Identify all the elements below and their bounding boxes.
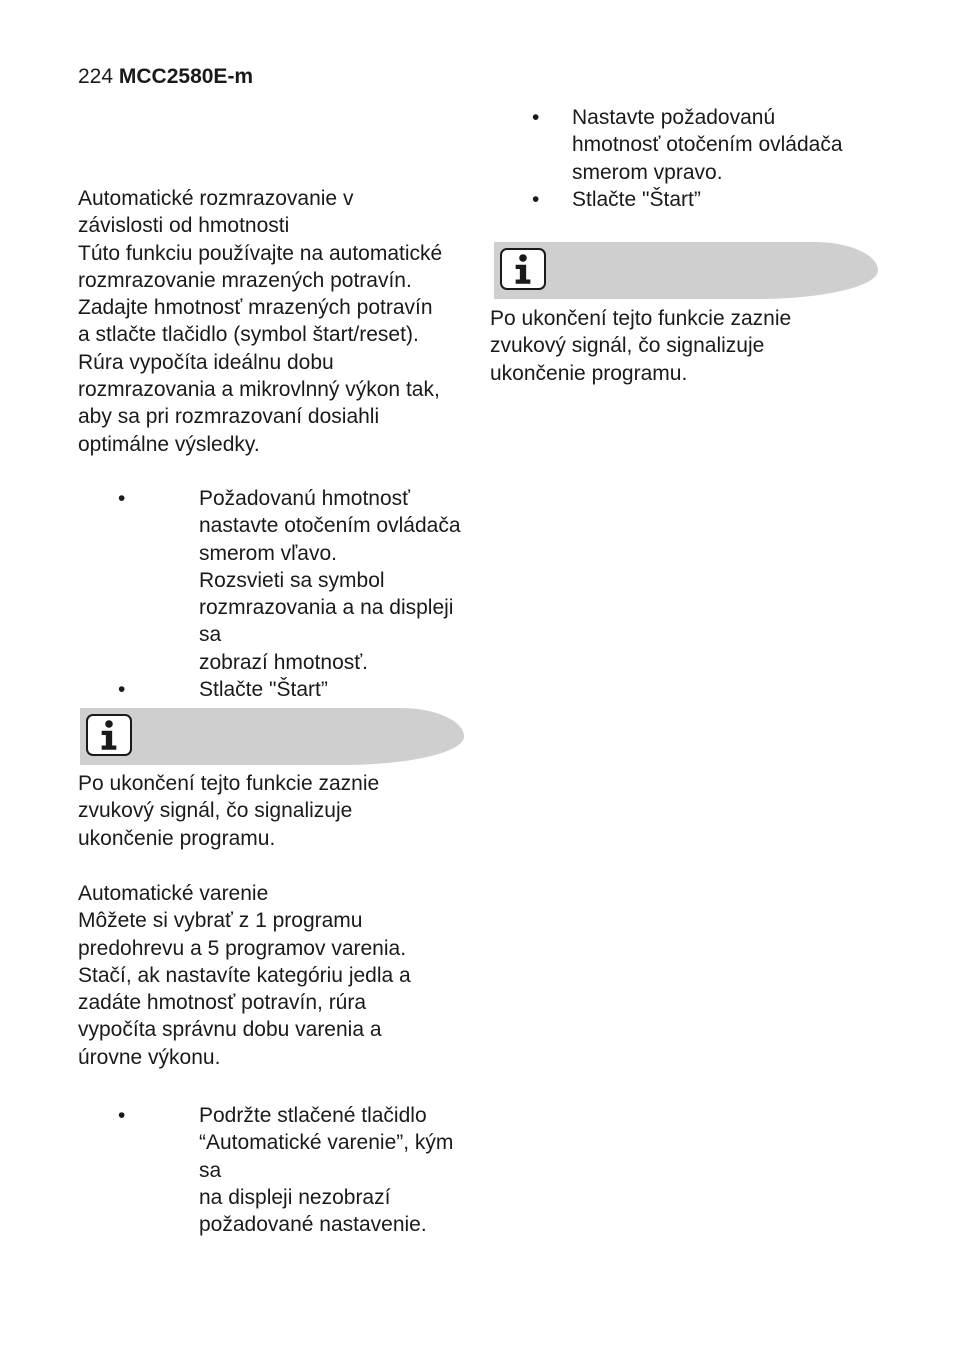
note-line: ukončenie programu. xyxy=(78,826,276,850)
list-item-line: smerom vpravo. xyxy=(572,160,723,184)
bullet-icon: • xyxy=(532,187,540,211)
list-item-line: zobrazí hmotnosť. xyxy=(199,650,368,674)
body-line: Stačí, ak nastavíte kategóriu jedla a xyxy=(78,963,411,987)
list-item-line: “Automatické varenie”, kým sa xyxy=(199,1131,454,1182)
body-line: Túto funkciu používajte na automatické xyxy=(78,241,443,265)
bullet-icon: • xyxy=(118,678,126,702)
section-auto-cooking xyxy=(78,880,478,1071)
info-note-bar xyxy=(80,708,464,765)
section-heading-line: závislosti od hmotnosti xyxy=(78,214,290,238)
list-item xyxy=(532,104,912,186)
info-note-text xyxy=(78,770,478,852)
list-item-line: Nastavte požadovanú xyxy=(572,106,776,129)
note-line: ukončenie programu. xyxy=(490,361,688,385)
list-item xyxy=(118,1102,478,1238)
body-line: Rúra vypočíta ideálnu dobu xyxy=(78,350,334,374)
list-item xyxy=(118,485,478,676)
info-icon xyxy=(500,248,546,290)
info-note-bar xyxy=(494,242,878,299)
bullet-icon: • xyxy=(118,487,126,510)
section-auto-defrost xyxy=(78,185,478,458)
page-header xyxy=(78,64,253,90)
list-item-line: Podržte stlačené tlačidlo xyxy=(199,1104,427,1127)
list-item-line: Požadovanú hmotnosť xyxy=(199,487,411,510)
list-item-line: Rozsvieti sa symbol xyxy=(199,568,385,592)
body-line: Zadajte hmotnosť mrazených potravín xyxy=(78,296,433,320)
info-note-text xyxy=(490,305,890,387)
page-number: 224 xyxy=(78,65,114,88)
list-item-line: rozmrazovania a na displeji sa xyxy=(199,596,454,647)
list-item-line: Stlačte "Štart” xyxy=(572,187,701,211)
info-icon xyxy=(86,714,132,756)
list-item-line: hmotnosť otočením ovládača xyxy=(572,133,843,157)
body-line: a stlačte tlačidlo (symbol štart/reset). xyxy=(78,323,419,347)
body-line: aby sa pri rozmrazovaní dosiahli xyxy=(78,405,380,429)
note-line: zvukový signál, čo signalizuje xyxy=(490,334,765,358)
note-line: Po ukončení tejto funkcie zaznie xyxy=(78,772,380,795)
body-line: predohrevu a 5 programov varenia. xyxy=(78,936,407,960)
list-item-line: smerom vľavo. xyxy=(199,541,337,565)
body-line: rozmrazovania a mikrovlnný výkon tak, xyxy=(78,378,440,402)
bullet-icon: • xyxy=(118,1104,126,1127)
body-line: optimálne výsledky. xyxy=(78,432,260,456)
section-heading-line: Automatické rozmrazovanie v xyxy=(78,187,354,210)
model-name: MCC2580E-m xyxy=(118,65,254,88)
bullet-list-right xyxy=(532,104,912,213)
body-line: vypočíta správnu dobu varenia a xyxy=(78,1018,382,1042)
note-line: zvukový signál, čo signalizuje xyxy=(78,799,353,823)
list-item xyxy=(532,186,912,213)
list-item-line: nastavte otočením ovládača xyxy=(199,514,461,538)
list-item-line: Stlačte "Štart” xyxy=(199,678,328,702)
note-line: Po ukončení tejto funkcie zaznie xyxy=(490,307,792,330)
bullet-list-defrost xyxy=(118,485,478,703)
list-item-line: požadované nastavenie. xyxy=(199,1213,427,1237)
body-line: rozmrazovanie mrazených potravín. xyxy=(78,268,412,292)
section-heading: Automatické varenie xyxy=(78,882,269,905)
list-item-line: na displeji nezobrazí xyxy=(199,1185,391,1209)
list-item xyxy=(118,676,478,703)
bullet-list-cooking xyxy=(118,1102,478,1238)
body-line: úrovne výkonu. xyxy=(78,1045,221,1069)
body-line: Môžete si vybrať z 1 programu xyxy=(78,909,363,933)
body-line: zadáte hmotnosť potravín, rúra xyxy=(78,991,367,1015)
bullet-icon: • xyxy=(532,106,540,129)
